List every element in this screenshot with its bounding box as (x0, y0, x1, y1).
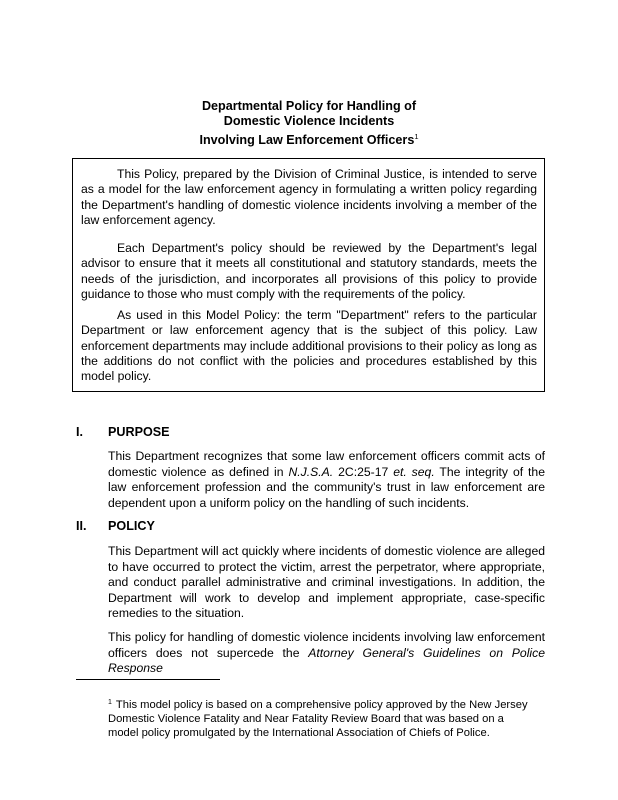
title-line-2: Domestic Violence Incidents (223, 114, 395, 128)
s1-text-b: 2C:25-17 (333, 464, 394, 479)
document-title (0, 99, 618, 148)
title-line-3-text: Involving Law Enforcement Officers (199, 133, 415, 147)
intro-paragraph-1: This Policy, prepared by the Division of Criminal Justice, is intended to serve as a model for the law enforcement agency in formulating a written policy regarding the Department's handling of domestic violence incidents involving a member of the law enforcement agency. (81, 167, 537, 227)
intro-box (72, 158, 545, 392)
intro-paragraph-3: As used in this Model Policy: the term "Department" refers to the particular Department or law enforcement agency that is the subject of this policy. Law enforcement departments may include additional provisions to their policy as long as the additions do not conflict with the policies and procedures established by this model policy. (81, 308, 537, 384)
footnote (108, 696, 528, 741)
title-line-3 (0, 129, 618, 148)
s1-statute: N.J.S.A. (288, 464, 334, 479)
footnote-divider (76, 679, 220, 680)
s1-text-c: The integrity of the law enforcement profession and the community's trust in law enforcement are dependent upon a uniform policy on the handling of such incidents. (108, 464, 545, 510)
title-line-1: Departmental Policy for Handling of (201, 99, 417, 113)
section-1-heading: PURPOSE (108, 425, 170, 439)
title-footnote-marker[interactable]: 1 (414, 132, 419, 141)
section-2-paragraph-1: This Department will act quickly where incidents of domestic violence are alleged to have occurred to protect the victim, arrest the perpetrator, where appropriate, and conduct parallel administrative and criminal investigations. In addition, the Department will work to develop and implement appropriate, case-specific remedies to the situation. (108, 544, 545, 621)
section-2-number: II. (76, 519, 87, 533)
section-2-paragraph-2 (108, 630, 545, 677)
section-2-heading: POLICY (108, 519, 155, 533)
footnote-number: 1 (108, 699, 112, 706)
intro-paragraph-2: Each Department's policy should be reviewed by the Department's legal advisor to ensure that it meets all constitutional and statutory standards, meets the needs of the jurisdiction, and incorporates all provisions of this policy to provide guidance to those who must comply with the requirements of the policy. (81, 241, 537, 301)
s2-p2-text: This policy for handling of domestic violence incidents involving law enforcement officers does not supercede the (108, 630, 545, 660)
s2-p2-italic: Attorney General's Guidelines on Police Response (108, 645, 545, 676)
s1-et-seq: et. seq. (393, 464, 435, 479)
footnote-text: This model policy is based on a comprehensive policy approved by the New Jersey Domestic Violence Fatality and Near Fatality Review Board that was based on a model policy promulgated by the International Association of Chiefs of Police. (108, 699, 528, 740)
section-1-number: I. (76, 425, 83, 439)
section-1-paragraph (108, 449, 545, 511)
s1-text-a: This Department recognizes that some law enforcement officers commit acts of domestic violence as defined in (108, 449, 545, 479)
